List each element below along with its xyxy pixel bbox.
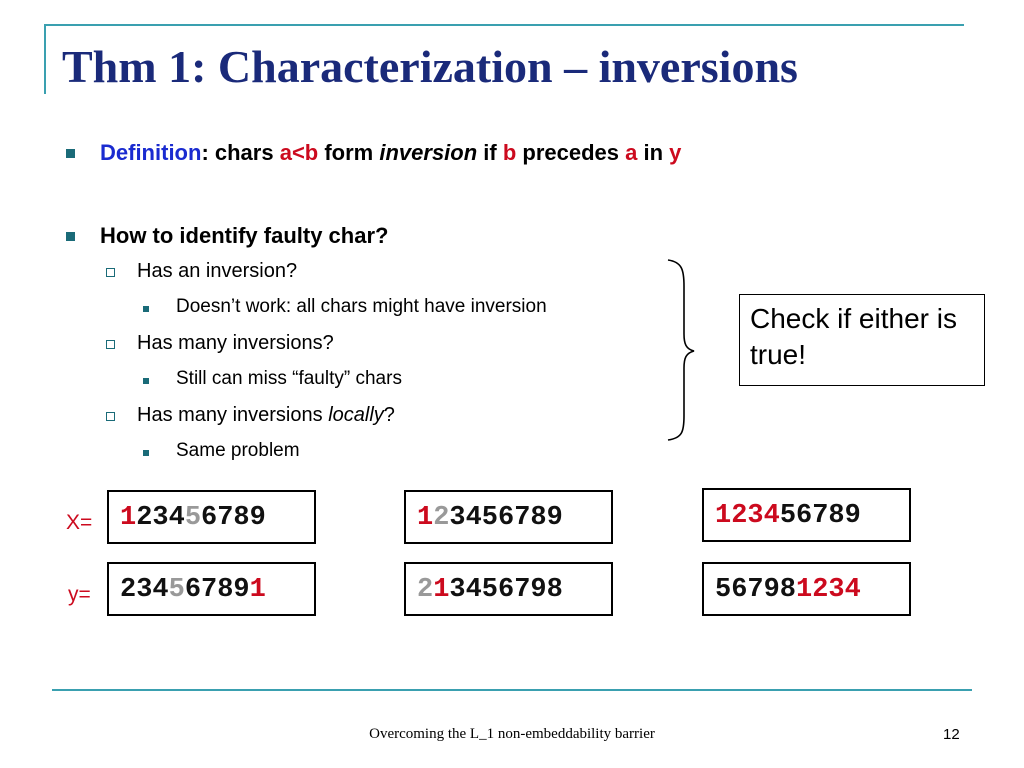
sequence-segment: 3456798 [449,575,563,605]
sequence-segment: 5 [168,575,185,605]
sequence-box-y3 [702,562,911,616]
definition-y: y [669,140,682,165]
item-1-sub: Doesn’t work: all chars might have inversion [176,296,547,317]
bullet-square-icon [66,149,75,158]
slide-title: Thm 1: Characterization – inversions [62,41,798,92]
sequence-box-x3 [702,488,911,542]
hollow-square-bullet-icon [106,340,115,349]
item-3 [137,404,395,427]
left-rule [44,24,46,94]
sequence-segment: 56789 [779,501,861,531]
hollow-square-bullet-icon [106,412,115,421]
sequence-segment: 56798 [715,575,797,605]
bullet-small-icon [143,306,149,312]
bullet-small-icon [143,378,149,384]
page-number: 12 [943,726,960,743]
sequence-segment: 234 [136,503,185,533]
definition-a: a [625,140,638,165]
definition-text: if [477,140,503,165]
sequence-segment: 5 [184,503,202,533]
sequence-box-y2 [404,562,613,616]
definition-line [100,140,681,166]
question-line: How to identify faulty char? [100,223,389,248]
sequence-box-x2 [404,490,613,544]
definition-text: in [637,140,670,165]
definition-text: form [318,140,380,165]
sequence-segment: 1 [417,503,434,533]
sequence-segment: 1234 [715,501,780,531]
item-3-text: Has many inversions [137,404,329,426]
sequence-segment: 1 [433,575,450,605]
sequence-segment: 2 [417,575,434,605]
sequence-segment: 2 [433,503,450,533]
sequence-segment: 3456789 [449,503,563,533]
sequence-box-x1 [107,490,316,544]
top-rule [44,24,964,26]
sequence-segment: 1 [120,503,137,533]
sequence-box-y1 [107,562,316,616]
callout-box: Check if either is true! [739,294,985,386]
bullet-square-icon [66,232,75,241]
sequence-segment: 234 [120,575,169,605]
item-2: Has many inversions? [137,332,334,354]
hollow-square-bullet-icon [106,268,115,277]
item-3-sub: Same problem [176,440,300,461]
item-1: Has an inversion? [137,260,298,282]
bottom-rule [52,689,972,691]
bullet-small-icon [143,450,149,456]
definition-text: chars [208,140,280,165]
curly-brace-icon [660,256,700,442]
definition-ab: a<b [279,140,319,165]
sequence-segment: 6789 [201,503,266,533]
x-label: X= [66,511,93,534]
definition-text: precedes [516,140,626,165]
sequence-segment: 1 [249,575,266,605]
y-label: y= [68,583,91,606]
definition-sep: : [201,140,209,165]
footer-text: Overcoming the L_1 non-embeddability barrier [369,726,655,742]
item-3-italic: locally [328,404,384,426]
item-3-text-end: ? [383,404,395,426]
definition-term: Definition [100,140,202,165]
sequence-segment: 1234 [796,575,861,605]
definition-inversion: inversion [379,140,478,165]
definition-b: b [502,140,517,165]
item-2-sub: Still can miss “faulty” chars [176,368,402,389]
sequence-segment: 6789 [184,575,250,605]
